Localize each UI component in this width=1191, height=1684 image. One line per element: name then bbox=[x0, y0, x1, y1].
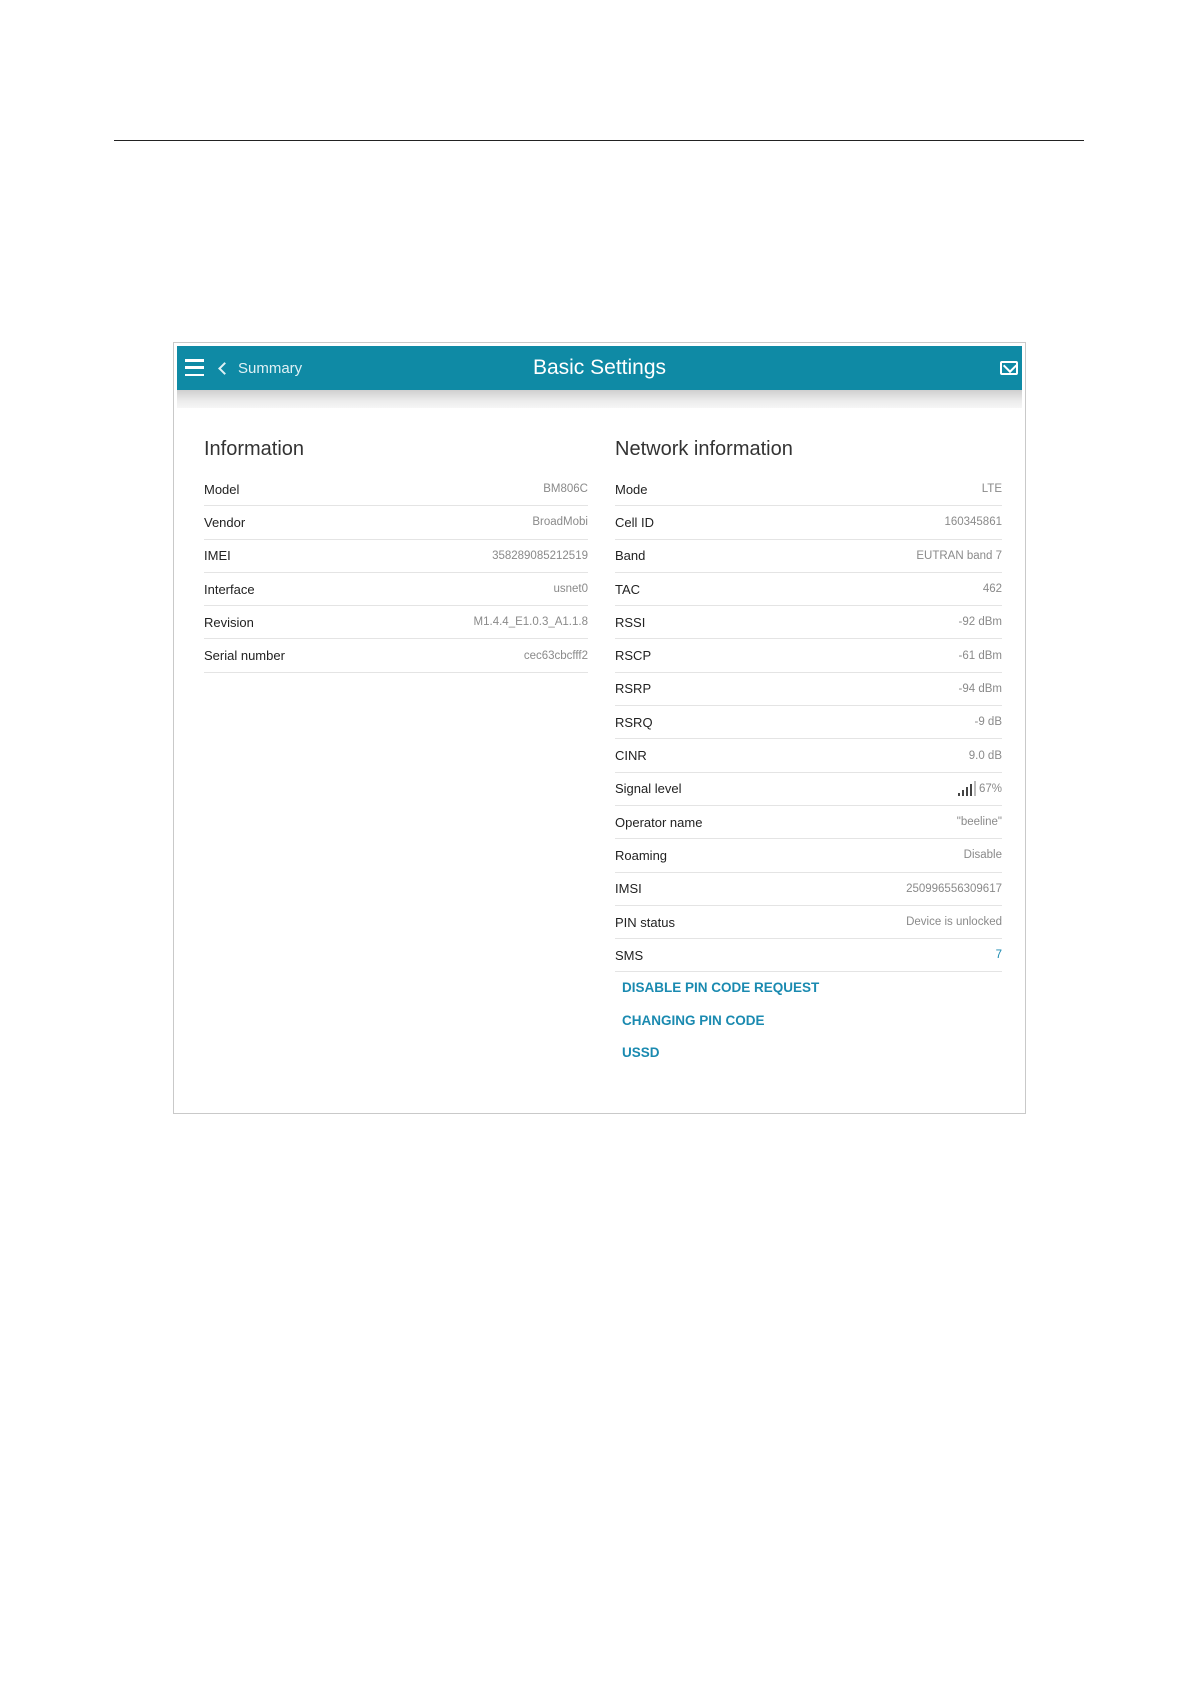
row-value: -61 dBm bbox=[958, 649, 1002, 662]
row-label: CINR bbox=[615, 748, 647, 764]
row-label: IMSI bbox=[615, 881, 642, 897]
row-label: TAC bbox=[615, 581, 641, 597]
row-value: BroadMobi bbox=[532, 516, 588, 529]
info-row-vendor bbox=[204, 506, 588, 539]
info-row-imei bbox=[204, 540, 588, 573]
network-information-section bbox=[615, 438, 1002, 1070]
net-row-rsrq bbox=[615, 706, 1002, 739]
row-label: Roaming bbox=[615, 847, 668, 863]
row-value: 9.0 dB bbox=[968, 749, 1002, 762]
row-value: BM806C bbox=[543, 483, 588, 496]
ussd-button[interactable]: USSD bbox=[622, 1045, 660, 1061]
net-row-band bbox=[615, 540, 1002, 573]
row-label: Signal level bbox=[615, 781, 682, 797]
row-label: Interface bbox=[204, 581, 255, 597]
page-title: Basic Settings bbox=[532, 356, 667, 379]
info-row-model bbox=[204, 473, 588, 506]
mail-icon[interactable] bbox=[1000, 361, 1018, 375]
row-value: -9 dB bbox=[974, 716, 1002, 729]
change-pin-button[interactable]: CHANGING PIN CODE bbox=[622, 1012, 765, 1028]
row-value: 250996556309617 bbox=[906, 882, 1002, 895]
top-bar bbox=[177, 346, 1022, 390]
row-value: 358289085212519 bbox=[492, 549, 588, 562]
row-value: M1.4.4_E1.0.3_A1.1.8 bbox=[473, 616, 588, 629]
net-row-pin-status bbox=[615, 906, 1002, 939]
net-row-roaming bbox=[615, 839, 1002, 872]
net-row-tac bbox=[615, 573, 1002, 606]
net-row-imsi bbox=[615, 873, 1002, 906]
net-row-rssi bbox=[615, 606, 1002, 639]
row-value: "beeline" bbox=[956, 816, 1002, 829]
net-row-signal-level bbox=[615, 773, 1002, 806]
row-label: Revision bbox=[204, 614, 254, 630]
info-row-revision bbox=[204, 606, 588, 639]
row-value: LTE bbox=[981, 483, 1002, 496]
net-row-rscp bbox=[615, 639, 1002, 672]
signal-level-value bbox=[958, 782, 1002, 796]
signal-bar bbox=[970, 784, 972, 796]
header-shadow bbox=[177, 390, 1022, 408]
disable-pin-request-button[interactable]: DISABLE PIN CODE REQUEST bbox=[622, 980, 820, 996]
back-label: Summary bbox=[238, 359, 303, 377]
row-label: RSRQ bbox=[615, 714, 653, 730]
row-value: -92 dBm bbox=[958, 616, 1002, 629]
row-label: Operator name bbox=[615, 814, 703, 830]
row-label: Serial number bbox=[204, 648, 285, 664]
row-value: 160345861 bbox=[944, 516, 1002, 529]
net-row-sms bbox=[615, 939, 1002, 972]
row-label: RSCP bbox=[615, 648, 652, 664]
row-value: EUTRAN band 7 bbox=[916, 549, 1002, 562]
row-value: cec63cbcfff2 bbox=[523, 649, 588, 662]
information-section bbox=[204, 438, 588, 673]
row-label: Mode bbox=[615, 481, 648, 497]
net-row-cinr bbox=[615, 739, 1002, 772]
net-row-rsrp bbox=[615, 673, 1002, 706]
info-row-interface bbox=[204, 573, 588, 606]
signal-bar bbox=[974, 781, 976, 796]
signal-bar bbox=[958, 793, 960, 796]
row-label: Band bbox=[615, 548, 646, 564]
row-label: Model bbox=[204, 481, 240, 497]
row-value: Disable bbox=[963, 849, 1002, 862]
section-title: Network information bbox=[615, 438, 793, 460]
row-label: RSRP bbox=[615, 681, 652, 697]
row-value: usnet0 bbox=[553, 583, 588, 596]
signal-bars-icon bbox=[958, 782, 976, 796]
row-label: Cell ID bbox=[615, 514, 655, 530]
row-value: -94 dBm bbox=[958, 682, 1002, 695]
row-value: 462 bbox=[982, 583, 1002, 596]
app-window bbox=[173, 342, 1026, 1114]
row-label: Vendor bbox=[204, 514, 246, 530]
section-title: Information bbox=[204, 438, 305, 460]
info-row-serial-number bbox=[204, 639, 588, 672]
net-row-operator-name bbox=[615, 806, 1002, 839]
signal-bar bbox=[962, 790, 964, 796]
row-label: RSSI bbox=[615, 614, 646, 630]
row-value: 67% bbox=[978, 782, 1002, 795]
net-row-mode bbox=[615, 473, 1002, 506]
row-value: Device is unlocked bbox=[906, 916, 1002, 928]
row-label: IMEI bbox=[204, 548, 231, 564]
net-row-cell-id bbox=[615, 506, 1002, 539]
signal-bar bbox=[966, 787, 968, 796]
row-label: PIN status bbox=[615, 914, 675, 930]
sms-count-link[interactable]: 7 bbox=[995, 949, 1002, 962]
page-rule bbox=[114, 140, 1084, 141]
row-label: SMS bbox=[615, 947, 644, 963]
